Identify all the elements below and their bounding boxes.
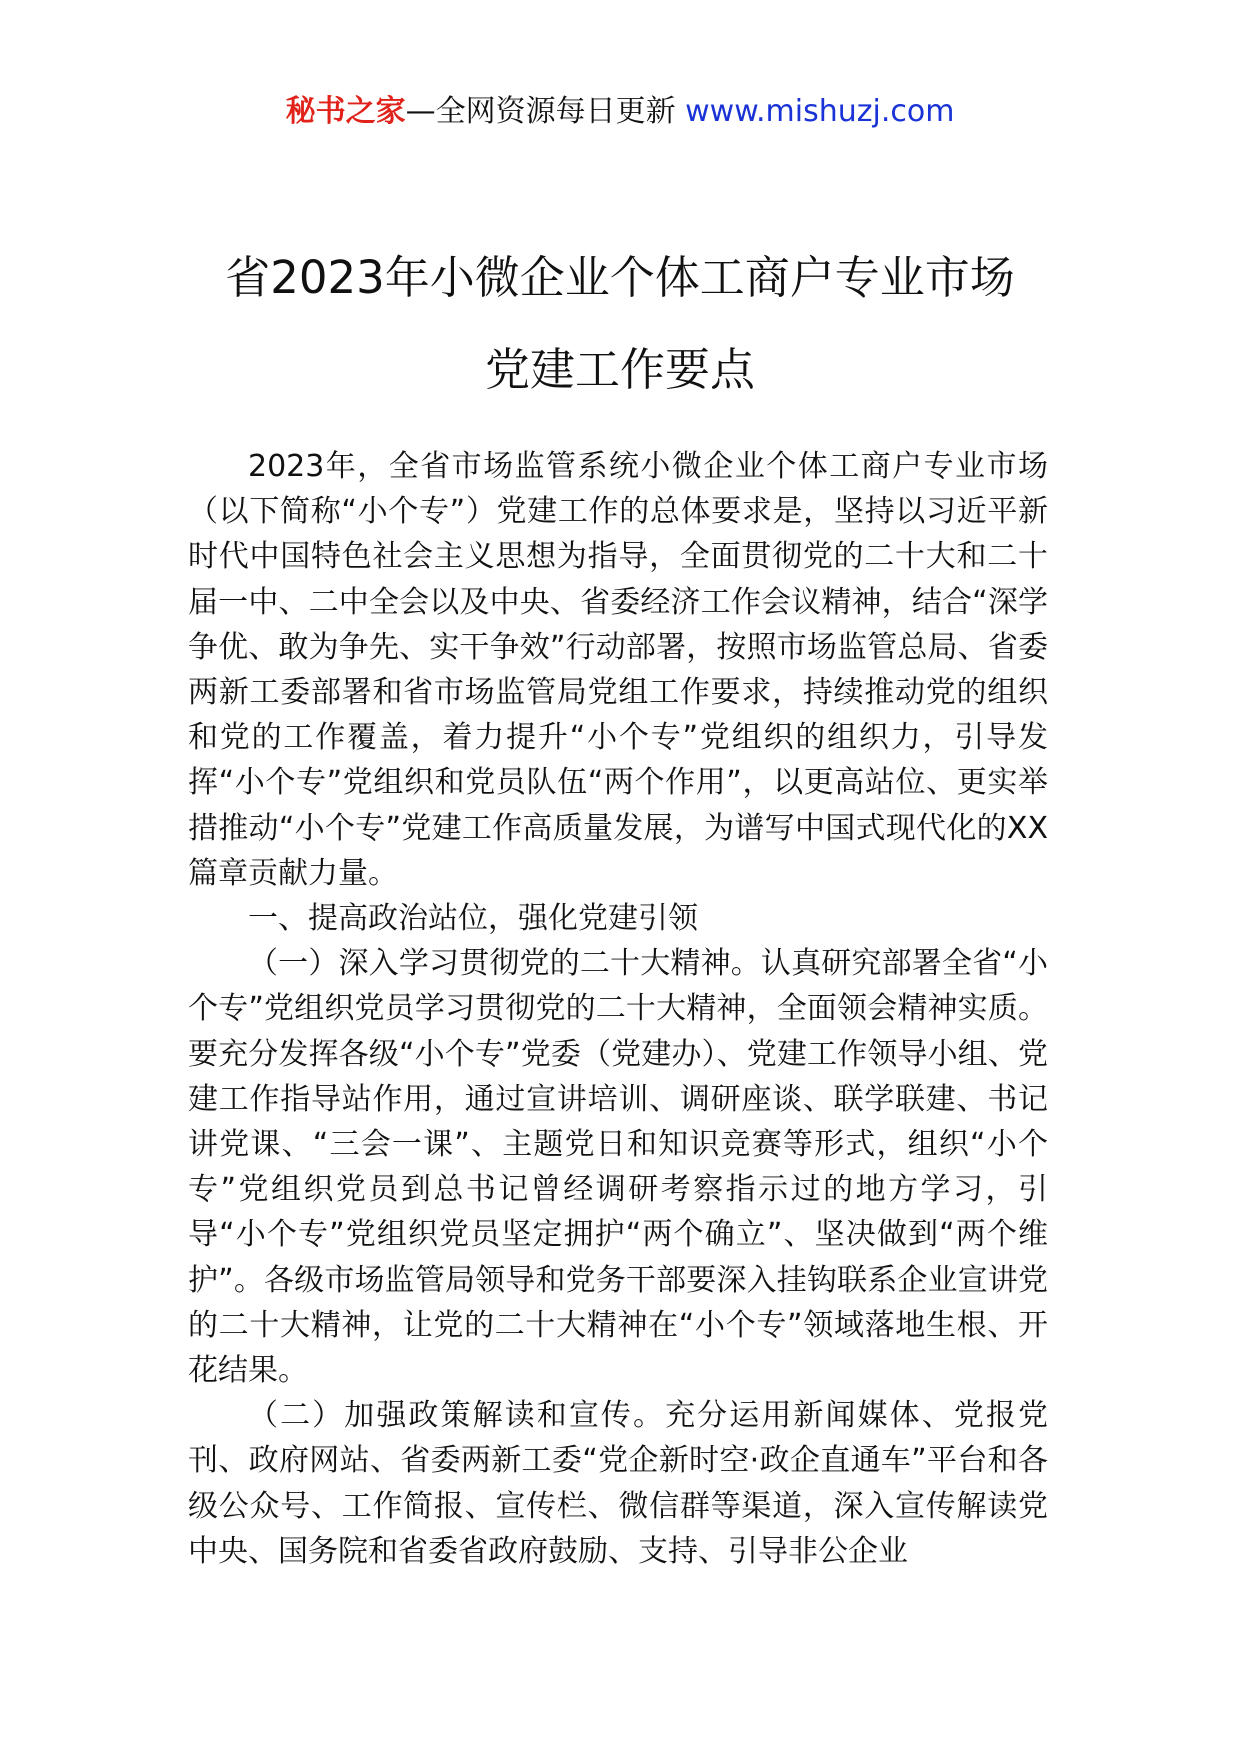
title-line-2: 党建工作要点 — [484, 343, 755, 396]
section-heading-1: 一、提高政治站位，强化党建引领 — [248, 901, 698, 937]
document-body — [188, 444, 1048, 1574]
site-url-link[interactable]: www.mishuzj.com — [685, 94, 955, 129]
header-slogan: —全网资源每日更新 — [405, 94, 686, 129]
paragraph-intro: 2023年，全省市场监管系统小微企业个体工商户专业市场（以下简称“小个专”）党建工作的总体要求是，坚持以习近平新时代中国特色社会主义思想为指导，全面贯彻党的二十大和二十届一中、二中全会以及中央、省委经济工作会议精神，结合“深学争优、敢为争先、实干争效”行动部署，按照市场监管总局、省委两新工委部署和省市场监管局党组工作要求，持续推动党的组织和党的工作覆盖，着力提升“小个专”党组织的组织力，引导发挥“小个专”党组织和党员队伍“两个作用”，以更高站位、更实举措推动“小个专”党建工作高质量发展，为谱写中国式现代化的XX篇章贡献力量。 — [188, 449, 1048, 891]
title-line-1: 省2023年小微企业个体工商户专业市场 — [225, 251, 1015, 304]
paragraph-item-2: （二）加强政策解读和宣传。充分运用新闻媒体、党报党刊、政府网站、省委两新工委“党企新时空·政企直通车”平台和各级公众号、工作简报、宣传栏、微信群等渠道，深入宣传解读党中央、国务院和省委省政府鼓励、支持、引导非公企业 — [188, 1398, 1048, 1569]
paragraph-item-1: （一）深入学习贯彻党的二十大精神。认真研究部署全省“小个专”党组织党员学习贯彻党的二十大精神，全面领会精神实质。要充分发挥各级“小个专”党委（党建办）、党建工作领导小组、党建工作指导站作用，通过宣讲培训、调研座谈、联学联建、书记讲党课、“三会一课”、主题党日和知识竞赛等形式，组织“小个专”党组织党员到总书记曾经调研考察指示过的地方学习，引导“小个专”党组织党员坚定拥护“两个确立”、坚决做到“两个维护”。各级市场监管局领导和党务干部要深入挂钩联系企业宣讲党的二十大精神，让党的二十大精神在“小个专”领域落地生根、开花结果。 — [188, 946, 1048, 1389]
document-title — [0, 232, 1240, 416]
brand-name: 秘书之家 — [285, 94, 406, 129]
site-header — [0, 92, 1240, 132]
